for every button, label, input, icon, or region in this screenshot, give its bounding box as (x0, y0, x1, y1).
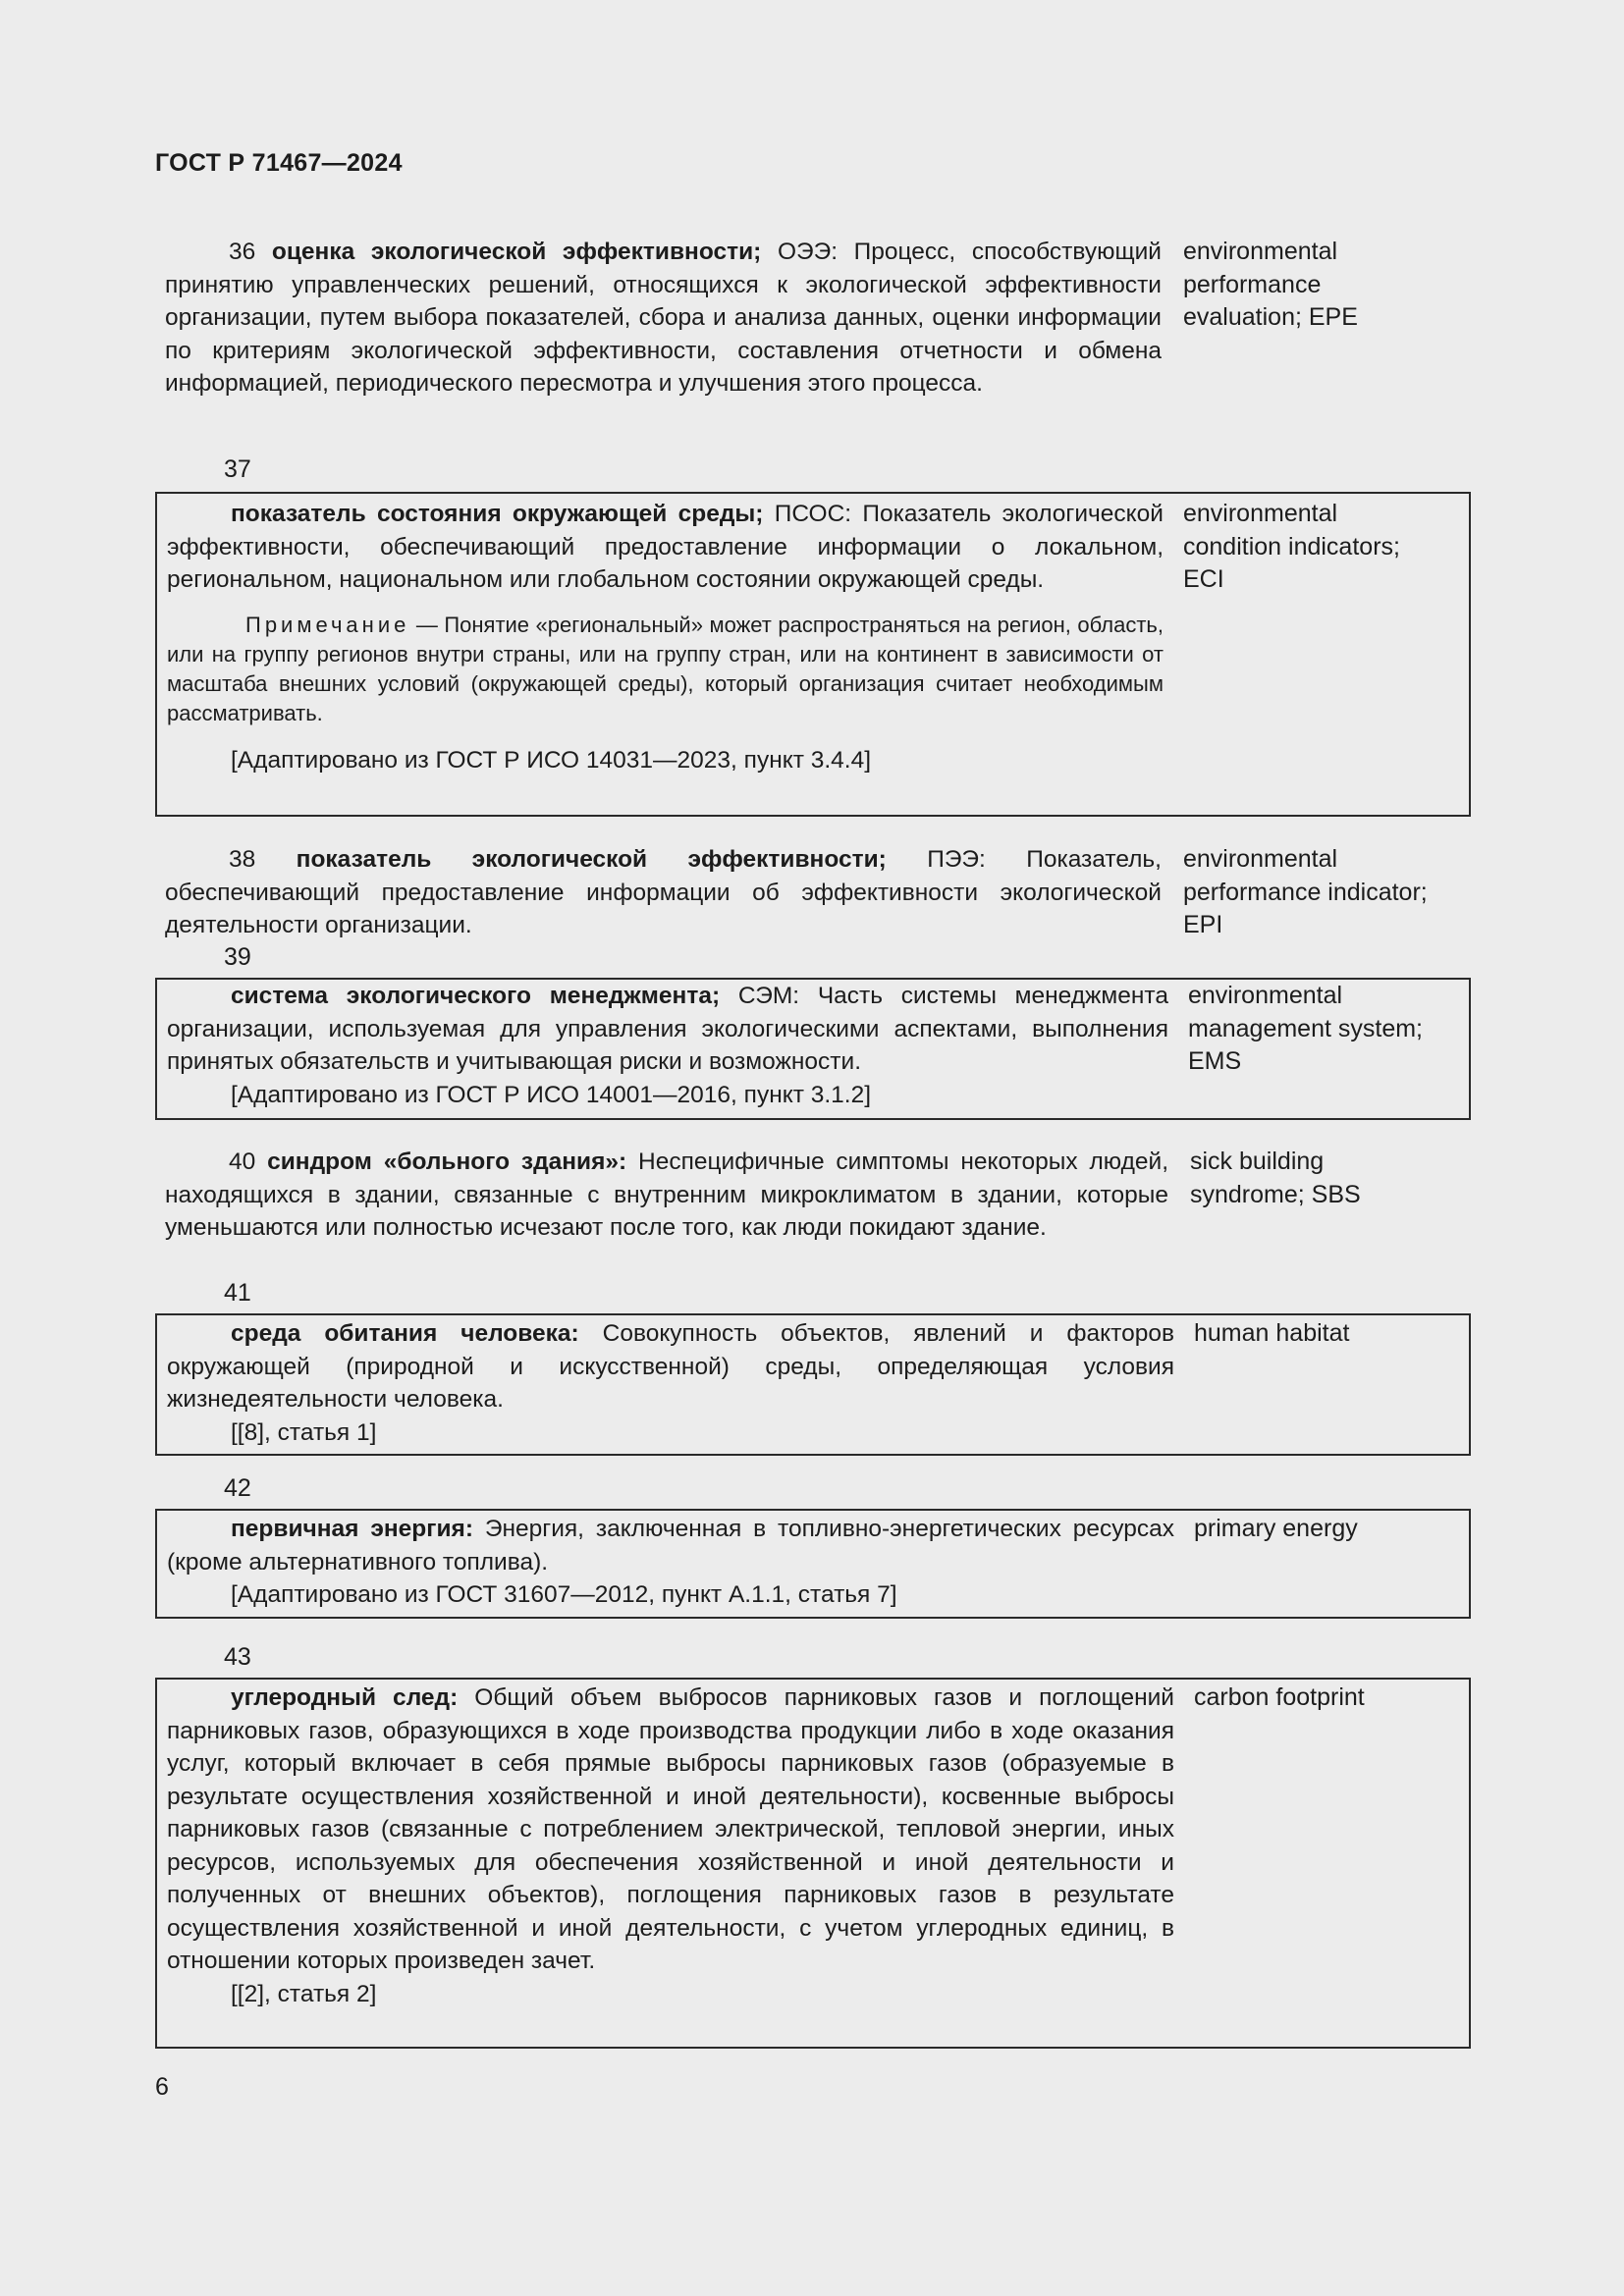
term-title: среда обитания человека: (231, 1320, 579, 1347)
term-definition-text: ОЭЭ: Процесс, способствующий принятию управленческих решений, относящихся к экологической эффективности организации, путем выбора показателей, сбора и анализа данных, оценки информации по критериям экологической эффективности, составления отчетности и обмена информацией, периодического пересмотра и улучшения этого процесса. (165, 239, 1162, 397)
term-number: 38 (229, 846, 256, 873)
term-40-definition (155, 1146, 1168, 1245)
term-41-definition (157, 1317, 1174, 1454)
term-number: 40 (229, 1148, 256, 1175)
term-note: Примечание — Понятие «региональный» может распространяться на регион, область, или на группу регионов внутри страны, или на группу стран, или на континент в зависимости от масштаба внешних условий (окружающей среды), который организация считает необходимым рассматривать. (167, 612, 1164, 725)
term-source: [[8], статья 1] (231, 1418, 377, 1446)
term-41 (155, 1313, 1471, 1456)
term-39-definition (157, 980, 1168, 1118)
term-43-number: 43 (224, 1643, 251, 1671)
term-definition-text: Неспецифичные симптомы некоторых людей, находящихся в здании, связанные с внутренним микроклиматом в здании, которые уменьшаются или полностью исчезают после того, как люди покидают здание. (165, 1148, 1169, 1241)
term-title: показатель экологической эффективности; (296, 846, 887, 873)
term-title: система экологического менеджмента; (231, 983, 721, 1009)
term-title: синдром «больного здания»: (267, 1148, 627, 1175)
term-38 (155, 843, 1471, 942)
term-definition-text: Совокупность объектов, явлений и факторов окружающей (природной и искусственной) среды, определяющая условия жизнедеятельности человека. (167, 1320, 1174, 1413)
term-definition-text: ПЭЭ: Показатель, обеспечивающий предоставление информации об эффективности экологической деятельности организации. (165, 846, 1162, 938)
term-definition-text: Энергия, заключенная в топливно-энергетических ресурсах (кроме альтернативного топлива). (167, 1516, 1174, 1575)
term-source: [[2], статья 2] (231, 1980, 377, 2007)
page-number: 6 (155, 2073, 169, 2101)
term-38-definition (155, 843, 1162, 942)
term-41-number: 41 (224, 1279, 251, 1307)
term-42-number: 42 (224, 1474, 251, 1502)
term-source: [Адаптировано из ГОСТ Р ИСО 14001—2016, пункт 3.1.2] (231, 1081, 872, 1108)
term-43 (155, 1678, 1471, 2049)
term-40-english: sick building syndrome; SBS (1190, 1148, 1361, 1208)
term-41-english: human habitat (1194, 1319, 1350, 1347)
term-39 (155, 978, 1471, 1120)
term-37-definition (157, 498, 1164, 815)
term-40 (155, 1146, 1471, 1245)
term-43-definition (157, 1682, 1174, 2047)
term-37 (155, 492, 1471, 817)
term-43-english: carbon footprint (1194, 1683, 1365, 1711)
term-source: [Адаптировано из ГОСТ 31607—2012, пункт А.1.1, статья 7] (231, 1581, 897, 1608)
term-36-english: environmental performance evaluation; EPE (1183, 238, 1358, 331)
term-title: оценка экологической эффективности; (271, 239, 762, 265)
term-36 (155, 236, 1471, 400)
document-header: ГОСТ Р 71467—2024 (155, 149, 403, 177)
term-36-definition (155, 236, 1162, 400)
term-42 (155, 1509, 1471, 1619)
term-38-english: environmental performance indicator; EPI (1183, 845, 1428, 938)
term-title: первичная энергия: (231, 1516, 473, 1542)
term-definition-text: СЭМ: Часть системы менеджмента организации, используемая для управления экологическими аспектами, выполнения принятых обязательств и учитывающая риски и возможности. (167, 983, 1169, 1075)
term-39-english: environmental management system; EMS (1188, 982, 1423, 1075)
term-37-english: environmental condition indicators; ECI (1183, 500, 1400, 593)
term-42-english: primary energy (1194, 1515, 1358, 1542)
term-number: 36 (229, 239, 256, 265)
term-39-number: 39 (224, 943, 251, 971)
term-title: углеродный след: (231, 1684, 459, 1711)
term-definition-text: Общий объем выбросов парниковых газов и поглощений парниковых газов, образующихся в ходе производства продукции либо в ходе оказания услуг, который включает в себя прямые выбросы парниковых газов (образуемые в результате осуществления хозяйственной и иной деятельности), косвенные выбросы парниковых газов (связанные с потреблением электрической, тепловой энергии, иных ресурсов, используемых для обеспечения хозяйственной и иной деятельности и полученных от внешних объектов), поглощения парниковых газов в результате осуществления хозяйственной и иной деятельности, с учетом углеродных единиц, в отношении которых произведен зачет. (167, 1684, 1174, 1974)
term-title: показатель состояния окружающей среды; (231, 501, 764, 527)
term-37-number: 37 (224, 455, 251, 483)
term-definition-text: ПСОС: Показатель экологической эффективности, обеспечивающий предоставление информации о локальном, региональном, национальном или глобальном состоянии окружающей среды. (167, 501, 1164, 593)
term-42-definition (157, 1513, 1174, 1617)
term-source: [Адаптировано из ГОСТ Р ИСО 14031—2023, пункт 3.4.4] (231, 746, 872, 774)
